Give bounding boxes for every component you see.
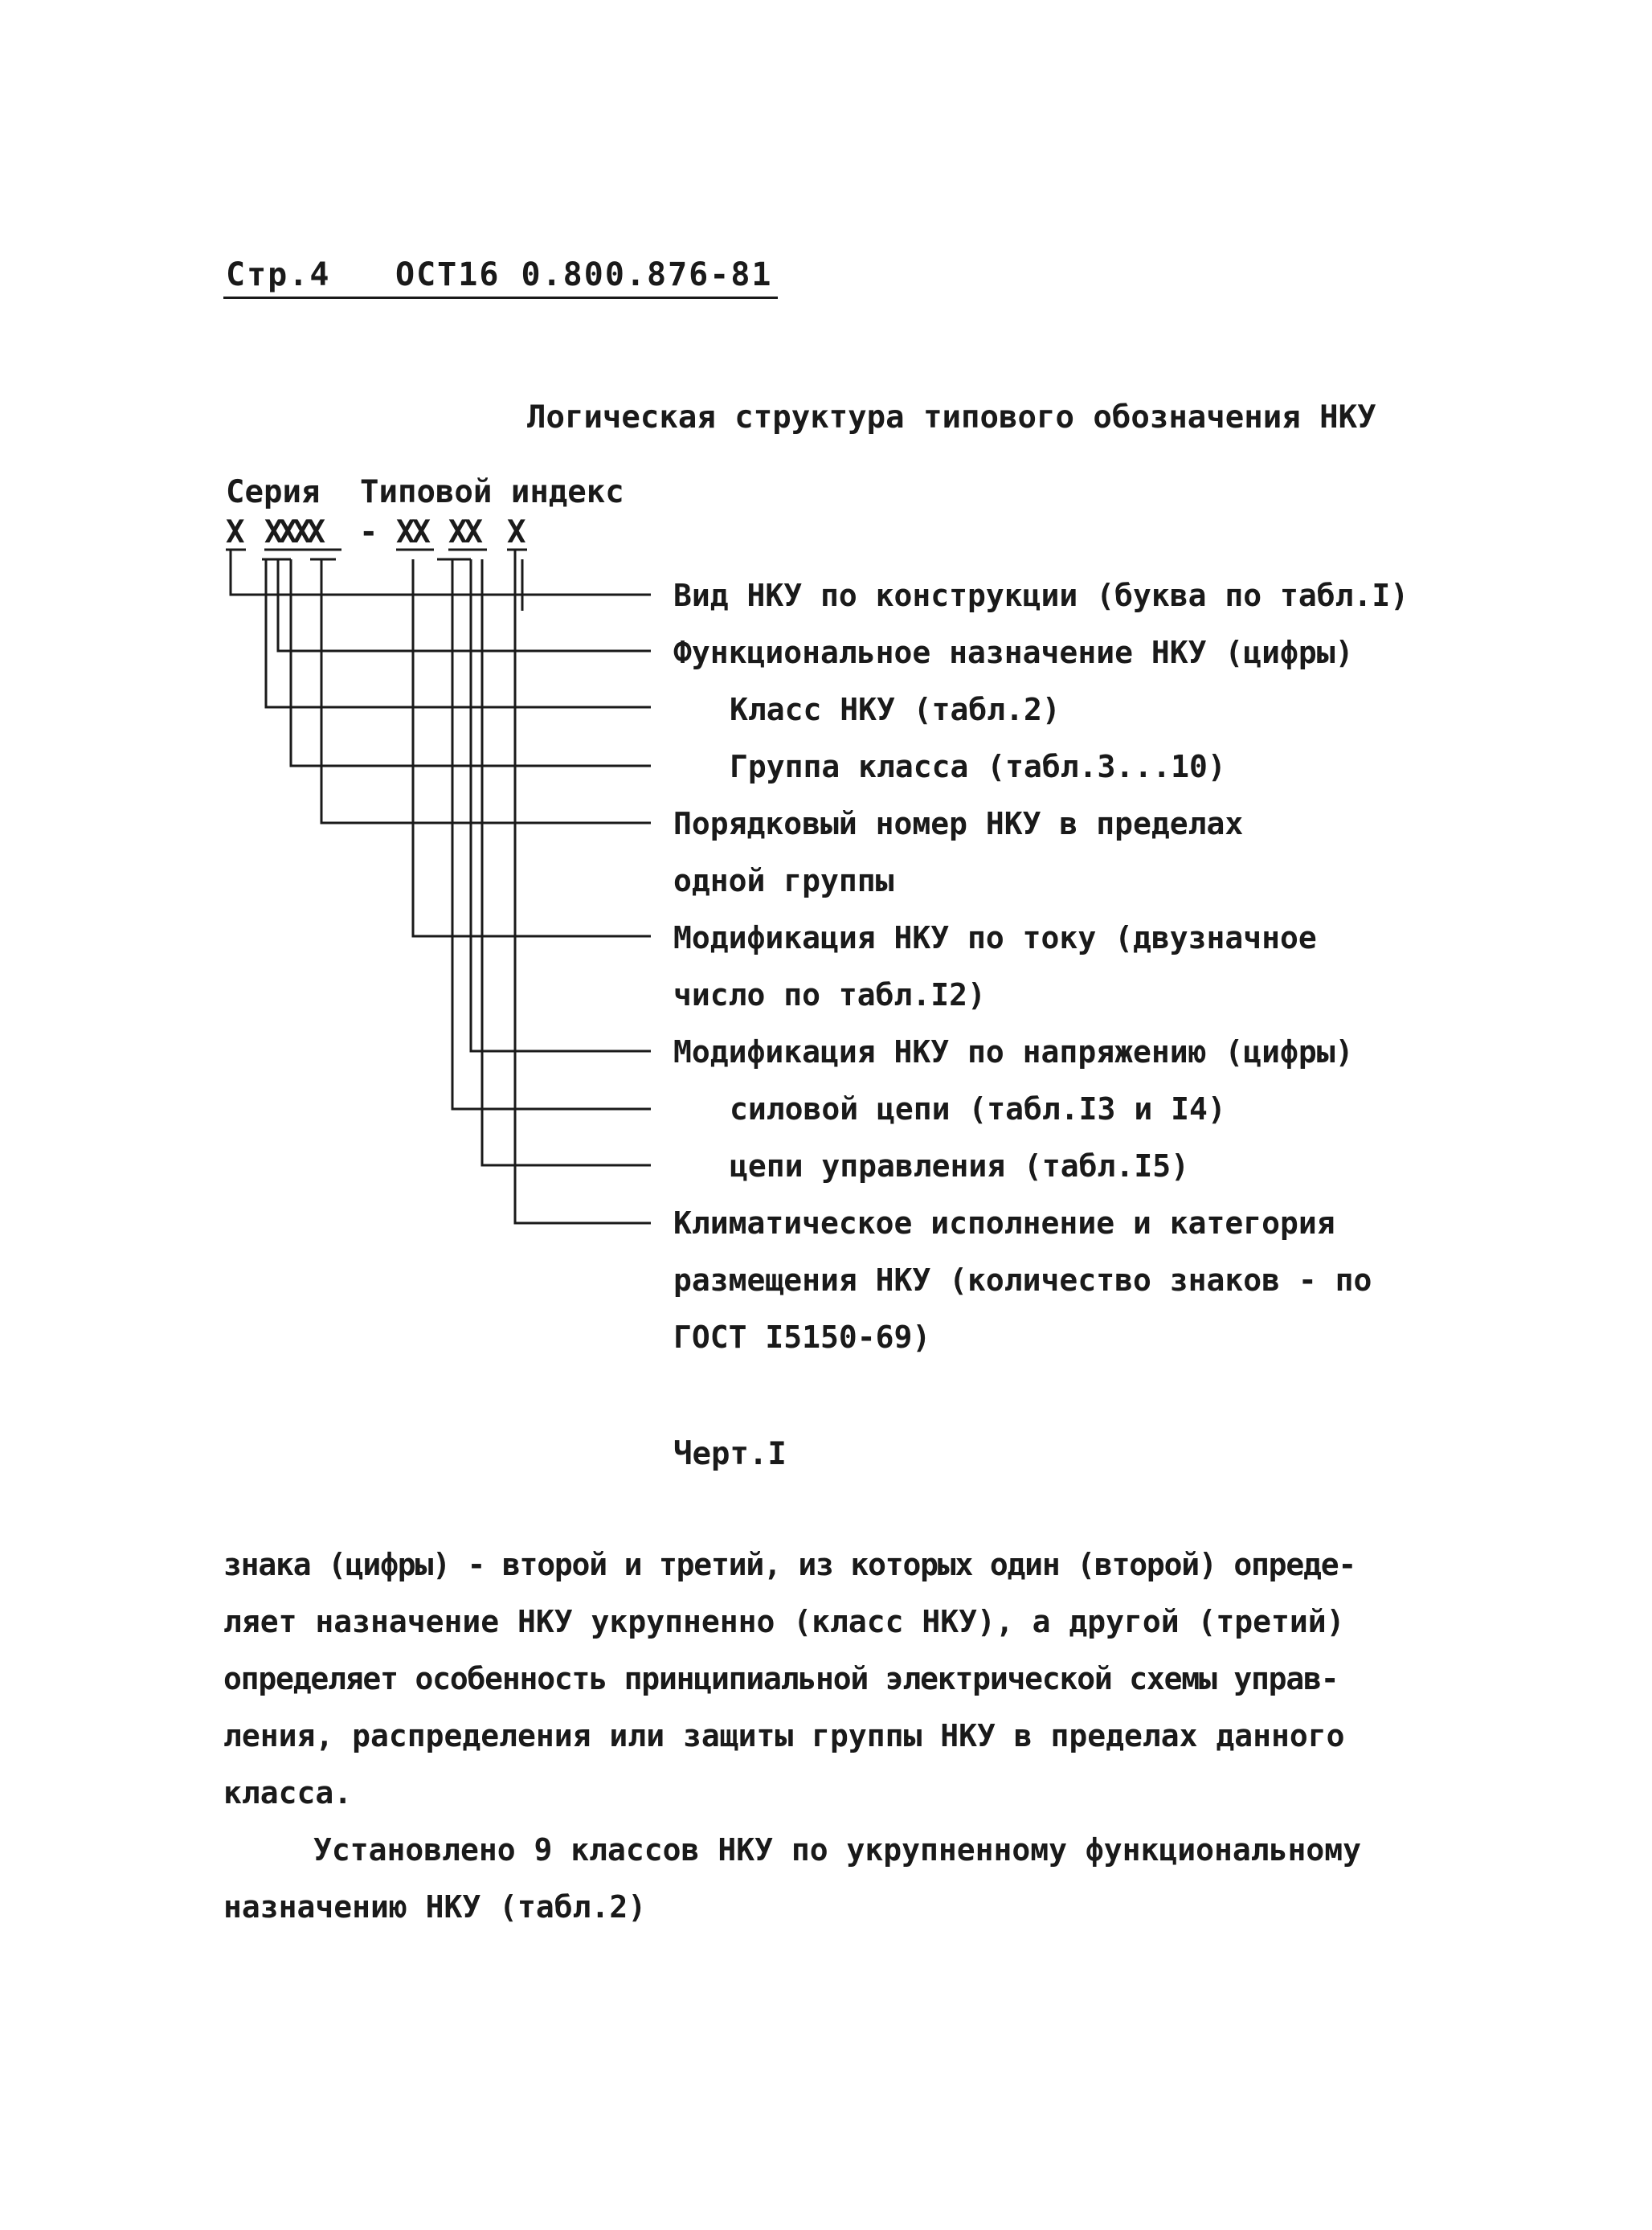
label-climatic-3: ГОСТ I5150-69): [673, 1320, 931, 1355]
code-g4: ХХ: [448, 514, 480, 550]
body-para2-line-1: Установлено 9 классов НКУ по укрупненному функциональному: [313, 1832, 1362, 1868]
body-line-3: определяет особенность принципиальной электрической схемы управ-: [223, 1661, 1339, 1696]
label-type-by-construction: Вид НКУ по конструкции (буква по табл.I): [673, 578, 1409, 613]
body-line-5: класса.: [223, 1775, 353, 1811]
label-serial-number-2: одной группы: [673, 863, 894, 898]
standard-code: ОСТ16 0.800.876-81: [395, 256, 773, 293]
diagram-title: Логическая структура типового обозначения НКУ: [527, 399, 1376, 436]
label-functional-purpose: Функциональное назначение НКУ (цифры): [673, 635, 1354, 670]
index-label: Типовой индекс: [360, 474, 624, 510]
label-climatic-1: Климатическое исполнение и категория: [673, 1205, 1335, 1241]
label-current-mod-1: Модификация НКУ по току (двузначное: [673, 920, 1317, 955]
body-line-4: ления, распределения или защиты группы НКУ в пределах данного: [223, 1718, 1345, 1753]
code-dash: -: [359, 514, 378, 550]
series-label: Серия: [226, 474, 321, 510]
label-control-circuit: цепи управления (табл.I5): [730, 1148, 1189, 1184]
code-g3: ХХ: [396, 514, 427, 550]
body-para2-line-2: назначению НКУ (табл.2): [223, 1889, 647, 1925]
label-group-class: Группа класса (табл.3...10): [730, 749, 1226, 784]
label-serial-number-1: Порядковый номер НКУ в пределах: [673, 806, 1244, 841]
figure-caption: Черт.I: [673, 1436, 787, 1472]
body-line-2: ляет назначение НКУ укрупненно (класс НКУ), а другой (третий): [223, 1604, 1345, 1639]
label-climatic-2: размещения НКУ (количество знаков - по: [673, 1262, 1372, 1298]
body-line-1: знака (цифры) - второй и третий, из которых один (второй) опреде-: [223, 1547, 1356, 1582]
label-class: Класс НКУ (табл.2): [730, 692, 1061, 727]
code-g1: Х: [226, 514, 245, 550]
label-voltage-mod: Модификация НКУ по напряжению (цифры): [673, 1034, 1354, 1070]
code-g2: ХХХХ: [264, 514, 321, 550]
label-current-mod-2: число по табл.I2): [673, 977, 986, 1013]
label-power-circuit: силовой цепи (табл.I3 и I4): [730, 1091, 1226, 1127]
code-g5: Х: [507, 514, 526, 550]
page-number: Стр.4: [226, 256, 331, 293]
